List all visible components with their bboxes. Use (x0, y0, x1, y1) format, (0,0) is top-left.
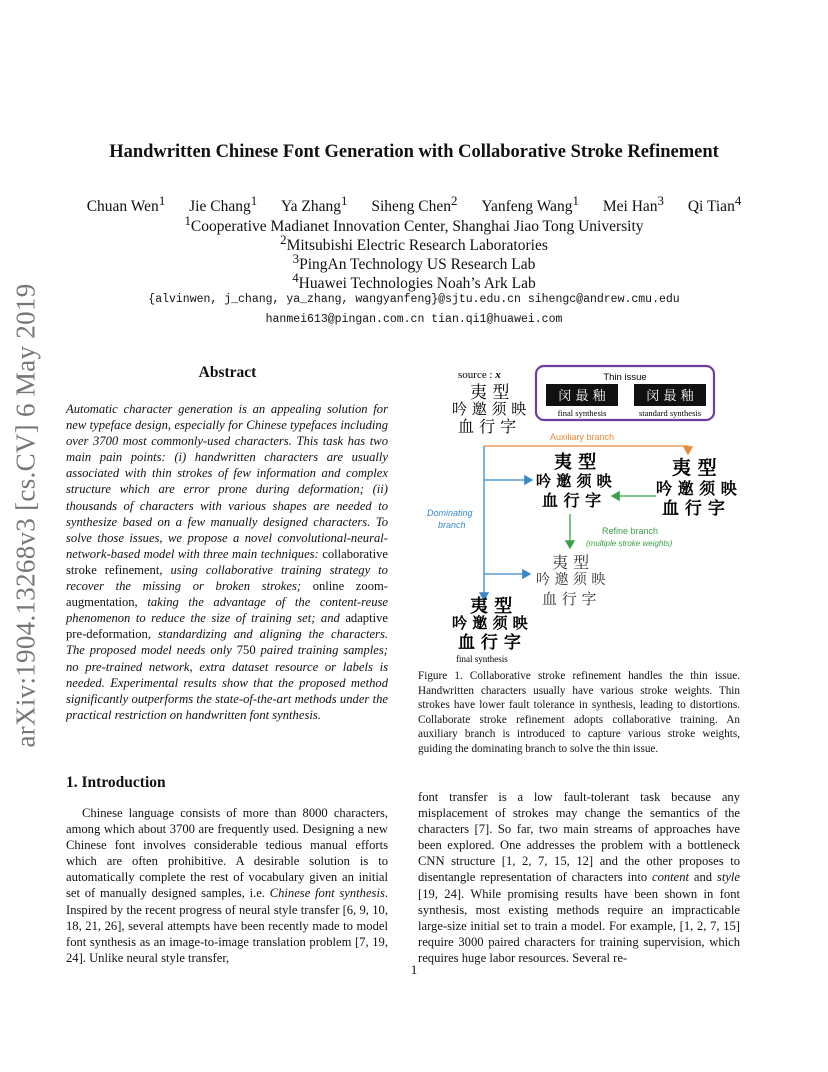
arxiv-stamp: arXiv:1904.13268v3 [cs.CV] 6 May 2019 (10, 283, 41, 748)
abstract-body: Automatic character generation is an appealing solution for new typeface design, especially for Chinese typefaces including over 3700 most commonly-used characters. This task has two main pain points: (i) handwritten characters are usually associated with thin strokes of few information and complex structure which are error prone during deformation; (ii) thousands of characters with various shapes are needed to synthesize based on a few manually designed characters. To solve those issues, we propose a novel convolutional-neural-network-based model with three main techniques: collaborative stroke refinement, using collaborative training strategy to recover the missing or broken strokes; online zoom-augmentation, taking the advantage of the content-reuse phenomenon to reduce the size of training set; and adaptive pre-deformation, standardizing and aligning the characters. The proposed model needs only 750 paired training samples; no pre-trained network, extra dataset resource or labels is needed. Experimental results show that the proposed method significantly outperforms the state-of-the-art methods under the practical restriction on handwritten font synthesis. (66, 402, 388, 722)
svg-text:血 行 字: 血 行 字 (542, 590, 597, 608)
auxiliary-branch-label: Auxiliary branch (550, 432, 615, 442)
affiliation: $^1$Cooperative Madianet Innovation Center, Shanghai Jiao Tong University (184, 213, 644, 236)
thin-issue-label: Thin issue (603, 372, 647, 383)
dominating-branch-label: Dominating (427, 508, 473, 518)
abstract-heading: Abstract (198, 364, 257, 381)
final-synthesis-glyphs (452, 595, 529, 653)
svg-text:吟 邀 须 映: 吟 邀 须 映 (536, 572, 606, 588)
svg-text:血 行 字: 血 行 字 (458, 633, 521, 653)
final-synthesis-bottom-label: final synthesis (456, 654, 508, 664)
svg-text:夷 型: 夷 型 (672, 457, 717, 479)
thin-glyphs: 闵 最 釉 (558, 389, 606, 404)
author: Siheng Chen$^2$ (371, 193, 458, 216)
thin-glyphs: 闵 最 釉 (646, 389, 694, 404)
email-line: {alvinwen, j_chang, ya_zhang, wangyanfeng}@sjtu.edu.cn sihengc@andrew.cmu.edu (148, 293, 680, 306)
dominating-glyphs (536, 451, 613, 510)
author: Ya Zhang$^1$ (281, 193, 348, 216)
svg-text:夷 型: 夷 型 (470, 383, 510, 403)
figure-caption: Figure 1. Collaborative stroke refinement handles the thin issue. Handwritten characters usually have various stroke weights. Thin strokes have lower fault tolerance in synthesis, leading to distortions. Collaborate stroke refinement adopts collaborative training. An auxiliary branch is introduced to capture various stroke weights, guiding the dominating branch to solve the thin issue. (418, 670, 740, 755)
section-heading: 1. Introduction (66, 774, 166, 791)
page-number: 1 (410, 962, 418, 977)
affiliation: $^2$Mitsubishi Electric Research Laboratories (280, 232, 548, 255)
intro-left-column: Chinese language consists of more than 8000 characters, among which about 3700 are frequently used. Designing a new Chinese font involves considerable tedious manual efforts which are often prohibitive. A desirable solution is to automatically complete the rest of vocabulary given an initial set of manually designed samples, i.e. Chinese font synthesis. Inspired by the recent progress of neural style transfer [6, 9, 10, 18, 21, 26], several attempts have been recently made to model font synthesis as an image-to-image translation problem [7, 19, 24]. Unlike neural style transfer, (66, 806, 389, 965)
refine-branch-label: Refine branch (602, 526, 659, 536)
svg-text:夷 型: 夷 型 (552, 553, 590, 572)
svg-text:吟 邀 须 映: 吟 邀 须 映 (656, 479, 737, 498)
author: Mei Han$^3$ (602, 193, 664, 216)
svg-text:夷 型: 夷 型 (554, 452, 597, 473)
refine-branch-sub: (multiple stroke weights) (586, 539, 673, 548)
author: Qi Tian$^4$ (687, 193, 742, 216)
paper-title: Handwritten Chinese Font Generation with Collaborative Stroke Refinement (109, 142, 719, 162)
final-synthesis-label: final synthesis (557, 408, 607, 418)
affiliation: $^3$PingAn Technology US Research Lab (292, 251, 536, 274)
author: Yanfeng Wang$^1$ (481, 193, 579, 216)
standard-synthesis-label: standard synthesis (638, 408, 702, 418)
source-glyphs (452, 383, 526, 436)
svg-text:夷 型: 夷 型 (470, 596, 513, 617)
dominating-branch-label: branch (438, 520, 466, 530)
source-label: source : x (458, 369, 501, 381)
svg-text:血 行 字: 血 行 字 (542, 491, 602, 510)
svg-text:吟 邀 须 映: 吟 邀 须 映 (452, 400, 527, 418)
thin-glyph-cluster (536, 553, 605, 608)
svg-text:吟 邀 须 映: 吟 邀 须 映 (452, 614, 528, 632)
affiliation: $^4$Huawei Technologies Noah’s Ark Lab (292, 270, 536, 293)
author: Chuan Wen$^1$ (86, 193, 166, 216)
svg-text:血 行 字: 血 行 字 (662, 499, 725, 519)
figure-1 (418, 360, 740, 665)
auxiliary-glyphs (656, 456, 738, 519)
intro-right-column: font transfer is a low fault-tolerant task because any misplacement of strokes may change the semantics of the characters [7]. So far, two main streams of approaches have been explored. One addresses the problem with a bottleneck CNN structure [1, 2, 7, 15, 12] and the other proposes to disentangle representation of characters into content and style [19, 24]. While promising results have been shown in font synthesis, most existing methods require an impracticable large-size initial set to train a model. For example, [1, 2, 7, 15] require 3000 paired characters for training supervision, which requires huge labor resources. Several re- (418, 790, 741, 965)
email-line: hanmei613@pingan.com.cn tian.qi1@huawei.com (265, 313, 563, 326)
svg-text:吟 邀 须 映: 吟 邀 须 映 (536, 472, 612, 490)
svg-text:血 行 字: 血 行 字 (458, 417, 517, 436)
author: Jie Chang$^1$ (189, 193, 258, 216)
